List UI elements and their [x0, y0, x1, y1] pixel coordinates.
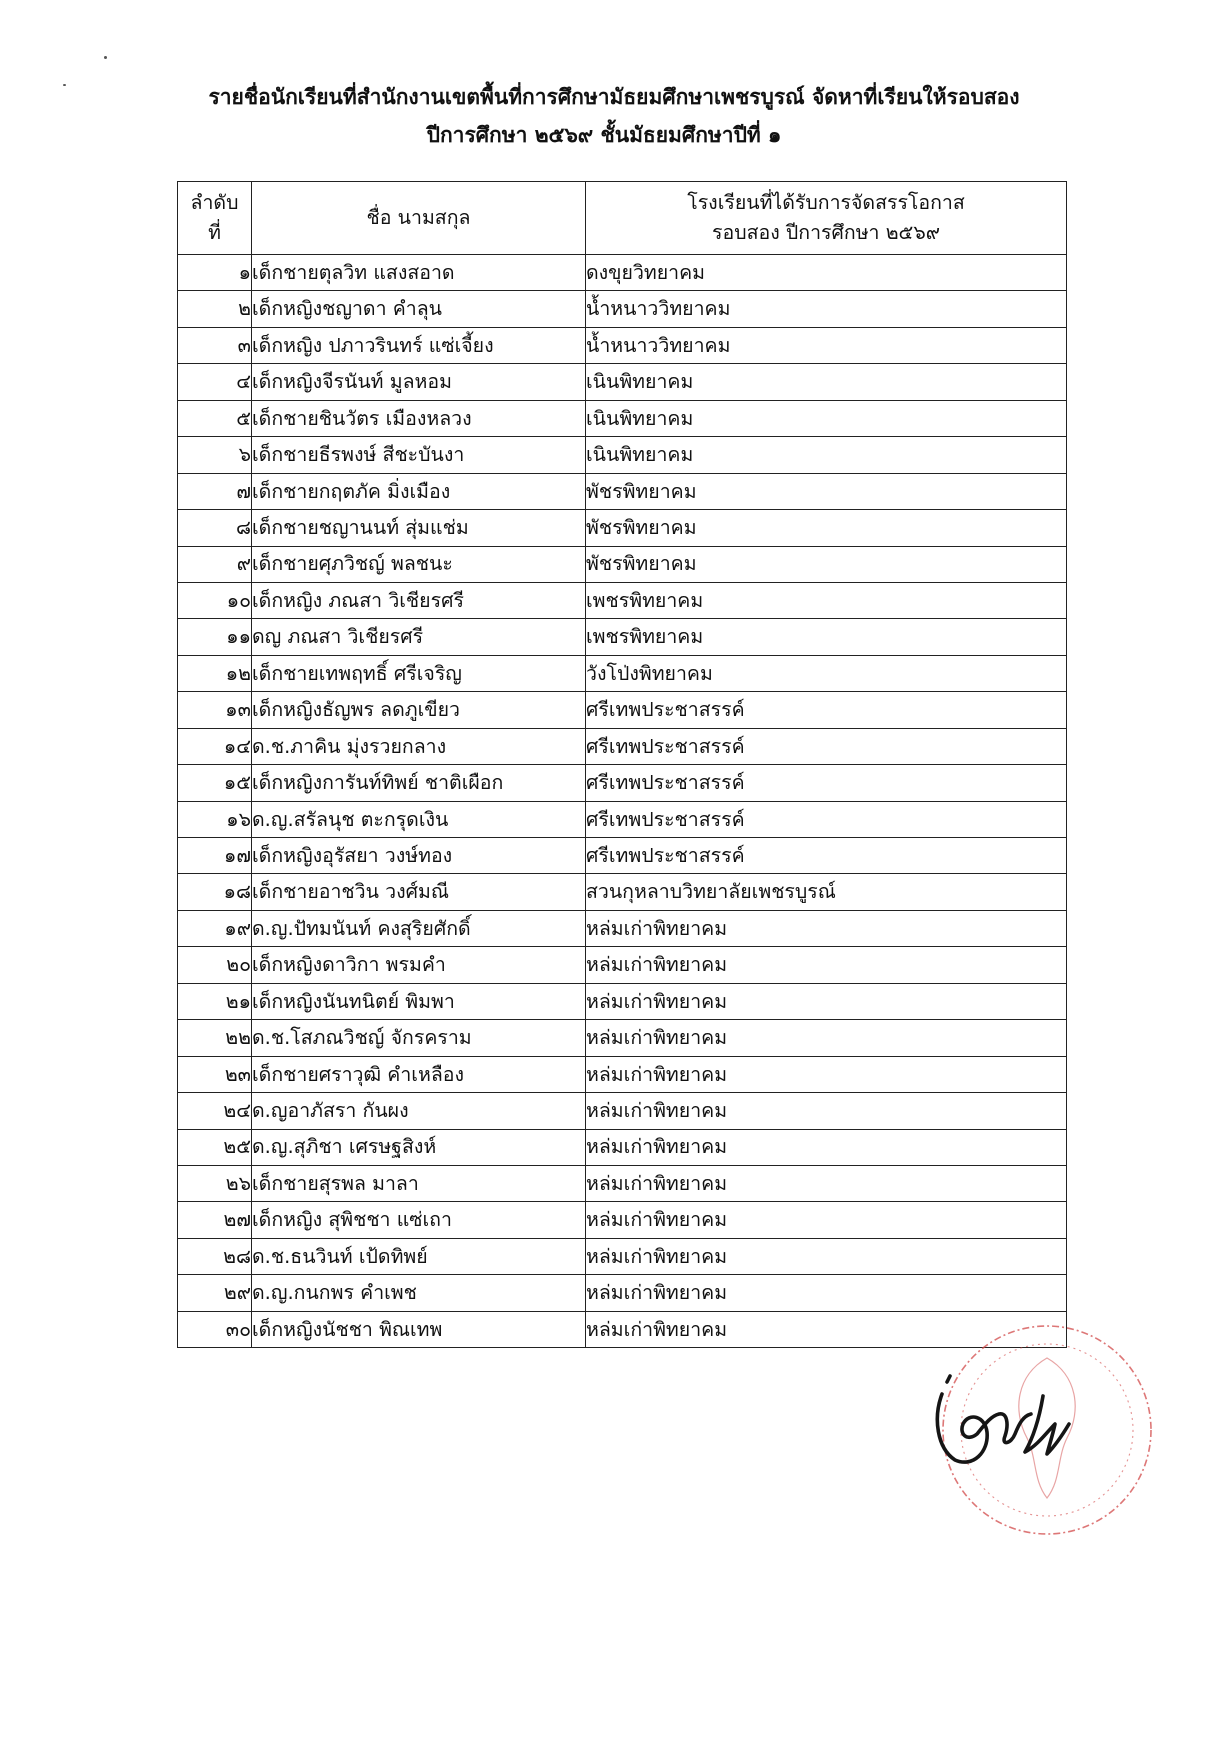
- row-number: ๑๖: [178, 801, 252, 837]
- row-number: ๒๗: [178, 1202, 252, 1238]
- assigned-school: สวนกุหลาบวิทยาลัยเพชรบูรณ์: [586, 874, 1067, 910]
- table-row: [178, 655, 1067, 691]
- table-row: [178, 1165, 1067, 1201]
- scan-speck: [104, 56, 107, 59]
- student-name: ด.ช.โสภณวิชญ์ จักรคราม: [252, 1020, 586, 1056]
- assigned-school: ศรีเทพประชาสรรค์: [586, 692, 1067, 728]
- student-name: เด็กหญิงดาวิกา พรมคำ: [252, 947, 586, 983]
- table-row: [178, 874, 1067, 910]
- row-number: ๙: [178, 546, 252, 582]
- assigned-school: หล่มเก่าพิทยาคม: [586, 1311, 1067, 1347]
- table-row: [178, 1275, 1067, 1311]
- student-name: เด็กชายเทพฤทธิ์ ศรีเจริญ: [252, 655, 586, 691]
- row-number: ๖: [178, 437, 252, 473]
- student-name: ด.ช.ธนวินท์ เป้ดทิพย์: [252, 1238, 586, 1274]
- table-body: [178, 255, 1067, 1348]
- column-header-number-line2: ที่: [208, 221, 221, 244]
- table-row: [178, 619, 1067, 655]
- row-number: ๒๘: [178, 1238, 252, 1274]
- student-name: เด็กหญิงการันท์ทิพย์ ชาติเผือก: [252, 765, 586, 801]
- student-name: เด็กหญิง ภณสา วิเชียรศรี: [252, 582, 586, 618]
- row-number: ๘: [178, 510, 252, 546]
- table-row: [178, 255, 1067, 291]
- table-row: [178, 692, 1067, 728]
- row-number: ๑๐: [178, 582, 252, 618]
- table-row: [178, 983, 1067, 1019]
- document-title: รายชื่อนักเรียนที่สำนักงานเขตพื้นที่การศึกษามัธยมศึกษาเพชรบูรณ์ จัดหาที่เรียนให้รอบสอง: [208, 85, 1020, 109]
- student-name: เด็กชายชญานนท์ สุ่มแช่ม: [252, 510, 586, 546]
- table-row: [178, 327, 1067, 363]
- row-number: ๑๒: [178, 655, 252, 691]
- row-number: ๗: [178, 473, 252, 509]
- table-row: [178, 1238, 1067, 1274]
- row-number: ๔: [178, 364, 252, 400]
- table-row: [178, 947, 1067, 983]
- row-number: ๑๙: [178, 910, 252, 946]
- table-row: [178, 582, 1067, 618]
- assigned-school: หล่มเก่าพิทยาคม: [586, 1165, 1067, 1201]
- student-name: เด็กชายกฤตภัค มิ่งเมือง: [252, 473, 586, 509]
- student-name: ด.ญ.สุภิชา เศรษฐสิงห์: [252, 1129, 586, 1165]
- document-subtitle: ปีการศึกษา ๒๕๖๙ ชั้นมัธยมศึกษาปีที่ ๑: [426, 123, 782, 147]
- student-name: เด็กหญิง สุพิชชา แซ่เถา: [252, 1202, 586, 1238]
- assigned-school: ศรีเทพประชาสรรค์: [586, 838, 1067, 874]
- student-name: ด.ญ.กนกพร คำเพช: [252, 1275, 586, 1311]
- student-name: เด็กหญิง ปภาวรินทร์ แซ่เจี้ยง: [252, 327, 586, 363]
- assigned-school: หล่มเก่าพิทยาคม: [586, 1202, 1067, 1238]
- assigned-school: หล่มเก่าพิทยาคม: [586, 910, 1067, 946]
- row-number: ๒๐: [178, 947, 252, 983]
- table-row: [178, 1129, 1067, 1165]
- student-name: เด็กชายธีรพงษ์ สีชะบันงา: [252, 437, 586, 473]
- row-number: ๒๓: [178, 1056, 252, 1092]
- assigned-school: เนินพิทยาคม: [586, 364, 1067, 400]
- assigned-school: พัชรพิทยาคม: [586, 510, 1067, 546]
- assigned-school: ศรีเทพประชาสรรค์: [586, 728, 1067, 764]
- row-number: ๑๘: [178, 874, 252, 910]
- row-number: ๓: [178, 327, 252, 363]
- row-number: ๒๒: [178, 1020, 252, 1056]
- table-row: [178, 1056, 1067, 1092]
- column-header-school: [586, 182, 1067, 255]
- student-name: เด็กหญิงชญาดา คำลุน: [252, 291, 586, 327]
- table-header-row: [178, 182, 1067, 255]
- assigned-school: เนินพิทยาคม: [586, 437, 1067, 473]
- column-header-number: [178, 182, 252, 255]
- student-name: ด.ญอาภัสรา กันผง: [252, 1093, 586, 1129]
- row-number: ๒๑: [178, 983, 252, 1019]
- table-row: [178, 437, 1067, 473]
- student-name: เด็กชายศราวุฒิ คำเหลือง: [252, 1056, 586, 1092]
- student-name: เด็กหญิงธัญพร ลดภูเขียว: [252, 692, 586, 728]
- seal-outer-ring: [943, 1326, 1151, 1534]
- table-row: [178, 1020, 1067, 1056]
- student-name: เด็กชายตุลวิท แสงสอาด: [252, 255, 586, 291]
- assigned-school: ศรีเทพประชาสรรค์: [586, 765, 1067, 801]
- row-number: ๓๐: [178, 1311, 252, 1347]
- row-number: ๒: [178, 291, 252, 327]
- assigned-school: น้ำหนาววิทยาคม: [586, 327, 1067, 363]
- row-number: ๑: [178, 255, 252, 291]
- table-row: [178, 546, 1067, 582]
- row-number: ๑๕: [178, 765, 252, 801]
- assigned-school: วังโป่งพิทยาคม: [586, 655, 1067, 691]
- table-row: [178, 1093, 1067, 1129]
- assigned-school: น้ำหนาววิทยาคม: [586, 291, 1067, 327]
- assigned-school: หล่มเก่าพิทยาคม: [586, 1129, 1067, 1165]
- row-number: ๒๙: [178, 1275, 252, 1311]
- student-name: เด็กชายศุภวิชญ์ พลชนะ: [252, 546, 586, 582]
- student-name: เด็กชายอาชวิน วงศ์มณี: [252, 874, 586, 910]
- assigned-school: ศรีเทพประชาสรรค์: [586, 801, 1067, 837]
- student-name: เด็กชายสุรพล มาลา: [252, 1165, 586, 1201]
- assigned-school: หล่มเก่าพิทยาคม: [586, 1020, 1067, 1056]
- assigned-school: เพชรพิทยาคม: [586, 582, 1067, 618]
- assigned-school: พัชรพิทยาคม: [586, 473, 1067, 509]
- table-row: [178, 291, 1067, 327]
- student-name: เด็กหญิงนันทนิตย์ พิมพา: [252, 983, 586, 1019]
- table-row: [178, 910, 1067, 946]
- assigned-school: หล่มเก่าพิทยาคม: [586, 1275, 1067, 1311]
- table-row: [178, 510, 1067, 546]
- student-table: [177, 181, 1067, 1348]
- row-number: ๒๖: [178, 1165, 252, 1201]
- table-row: [178, 765, 1067, 801]
- student-name: ด.ช.ภาคิน มุ่งรวยกลาง: [252, 728, 586, 764]
- assigned-school: พัชรพิทยาคม: [586, 546, 1067, 582]
- row-number: ๑๑: [178, 619, 252, 655]
- column-header-school-line2: รอบสอง ปีการศึกษา ๒๕๖๙: [712, 221, 940, 244]
- table-row: [178, 728, 1067, 764]
- student-name: เด็กชายชินวัตร เมืองหลวง: [252, 400, 586, 436]
- row-number: ๑๗: [178, 838, 252, 874]
- row-number: ๒๕: [178, 1129, 252, 1165]
- column-header-number-line1: ลำดับ: [190, 190, 239, 214]
- column-header-school-line1: โรงเรียนที่ได้รับการจัดสรรโอกาส: [687, 190, 965, 214]
- handwritten-signature-icon: [937, 1376, 1069, 1462]
- table-row: [178, 838, 1067, 874]
- student-name: เด็กหญิงอุรัสยา วงษ์ทอง: [252, 838, 586, 874]
- column-header-name: ชื่อ นามสกุล: [252, 182, 586, 255]
- assigned-school: เนินพิทยาคม: [586, 400, 1067, 436]
- student-name: ดญ ภณสา วิเชียรศรี: [252, 619, 586, 655]
- assigned-school: หล่มเก่าพิทยาคม: [586, 983, 1067, 1019]
- assigned-school: หล่มเก่าพิทยาคม: [586, 947, 1067, 983]
- table-row: [178, 473, 1067, 509]
- document-header: [0, 78, 1228, 154]
- assigned-school: เพชรพิทยาคม: [586, 619, 1067, 655]
- row-number: ๒๔: [178, 1093, 252, 1129]
- student-name: เด็กหญิงนัชชา พิณเทพ: [252, 1311, 586, 1347]
- table-row: [178, 801, 1067, 837]
- assigned-school: หล่มเก่าพิทยาคม: [586, 1056, 1067, 1092]
- table-row: [178, 400, 1067, 436]
- row-number: ๑๔: [178, 728, 252, 764]
- assigned-school: หล่มเก่าพิทยาคม: [586, 1238, 1067, 1274]
- table-row: [178, 364, 1067, 400]
- assigned-school: หล่มเก่าพิทยาคม: [586, 1093, 1067, 1129]
- assigned-school: ดงขุยวิทยาคม: [586, 255, 1067, 291]
- table-row: [178, 1202, 1067, 1238]
- student-name: ด.ญ.ปัทมนันท์ คงสุริยศักดิ์: [252, 910, 586, 946]
- official-seal-stamp: [897, 1320, 1177, 1540]
- student-name: ด.ญ.สรัลนุช ตะกรุดเงิน: [252, 801, 586, 837]
- student-name: เด็กหญิงจีรนันท์ มูลหอม: [252, 364, 586, 400]
- row-number: ๕: [178, 400, 252, 436]
- row-number: ๑๓: [178, 692, 252, 728]
